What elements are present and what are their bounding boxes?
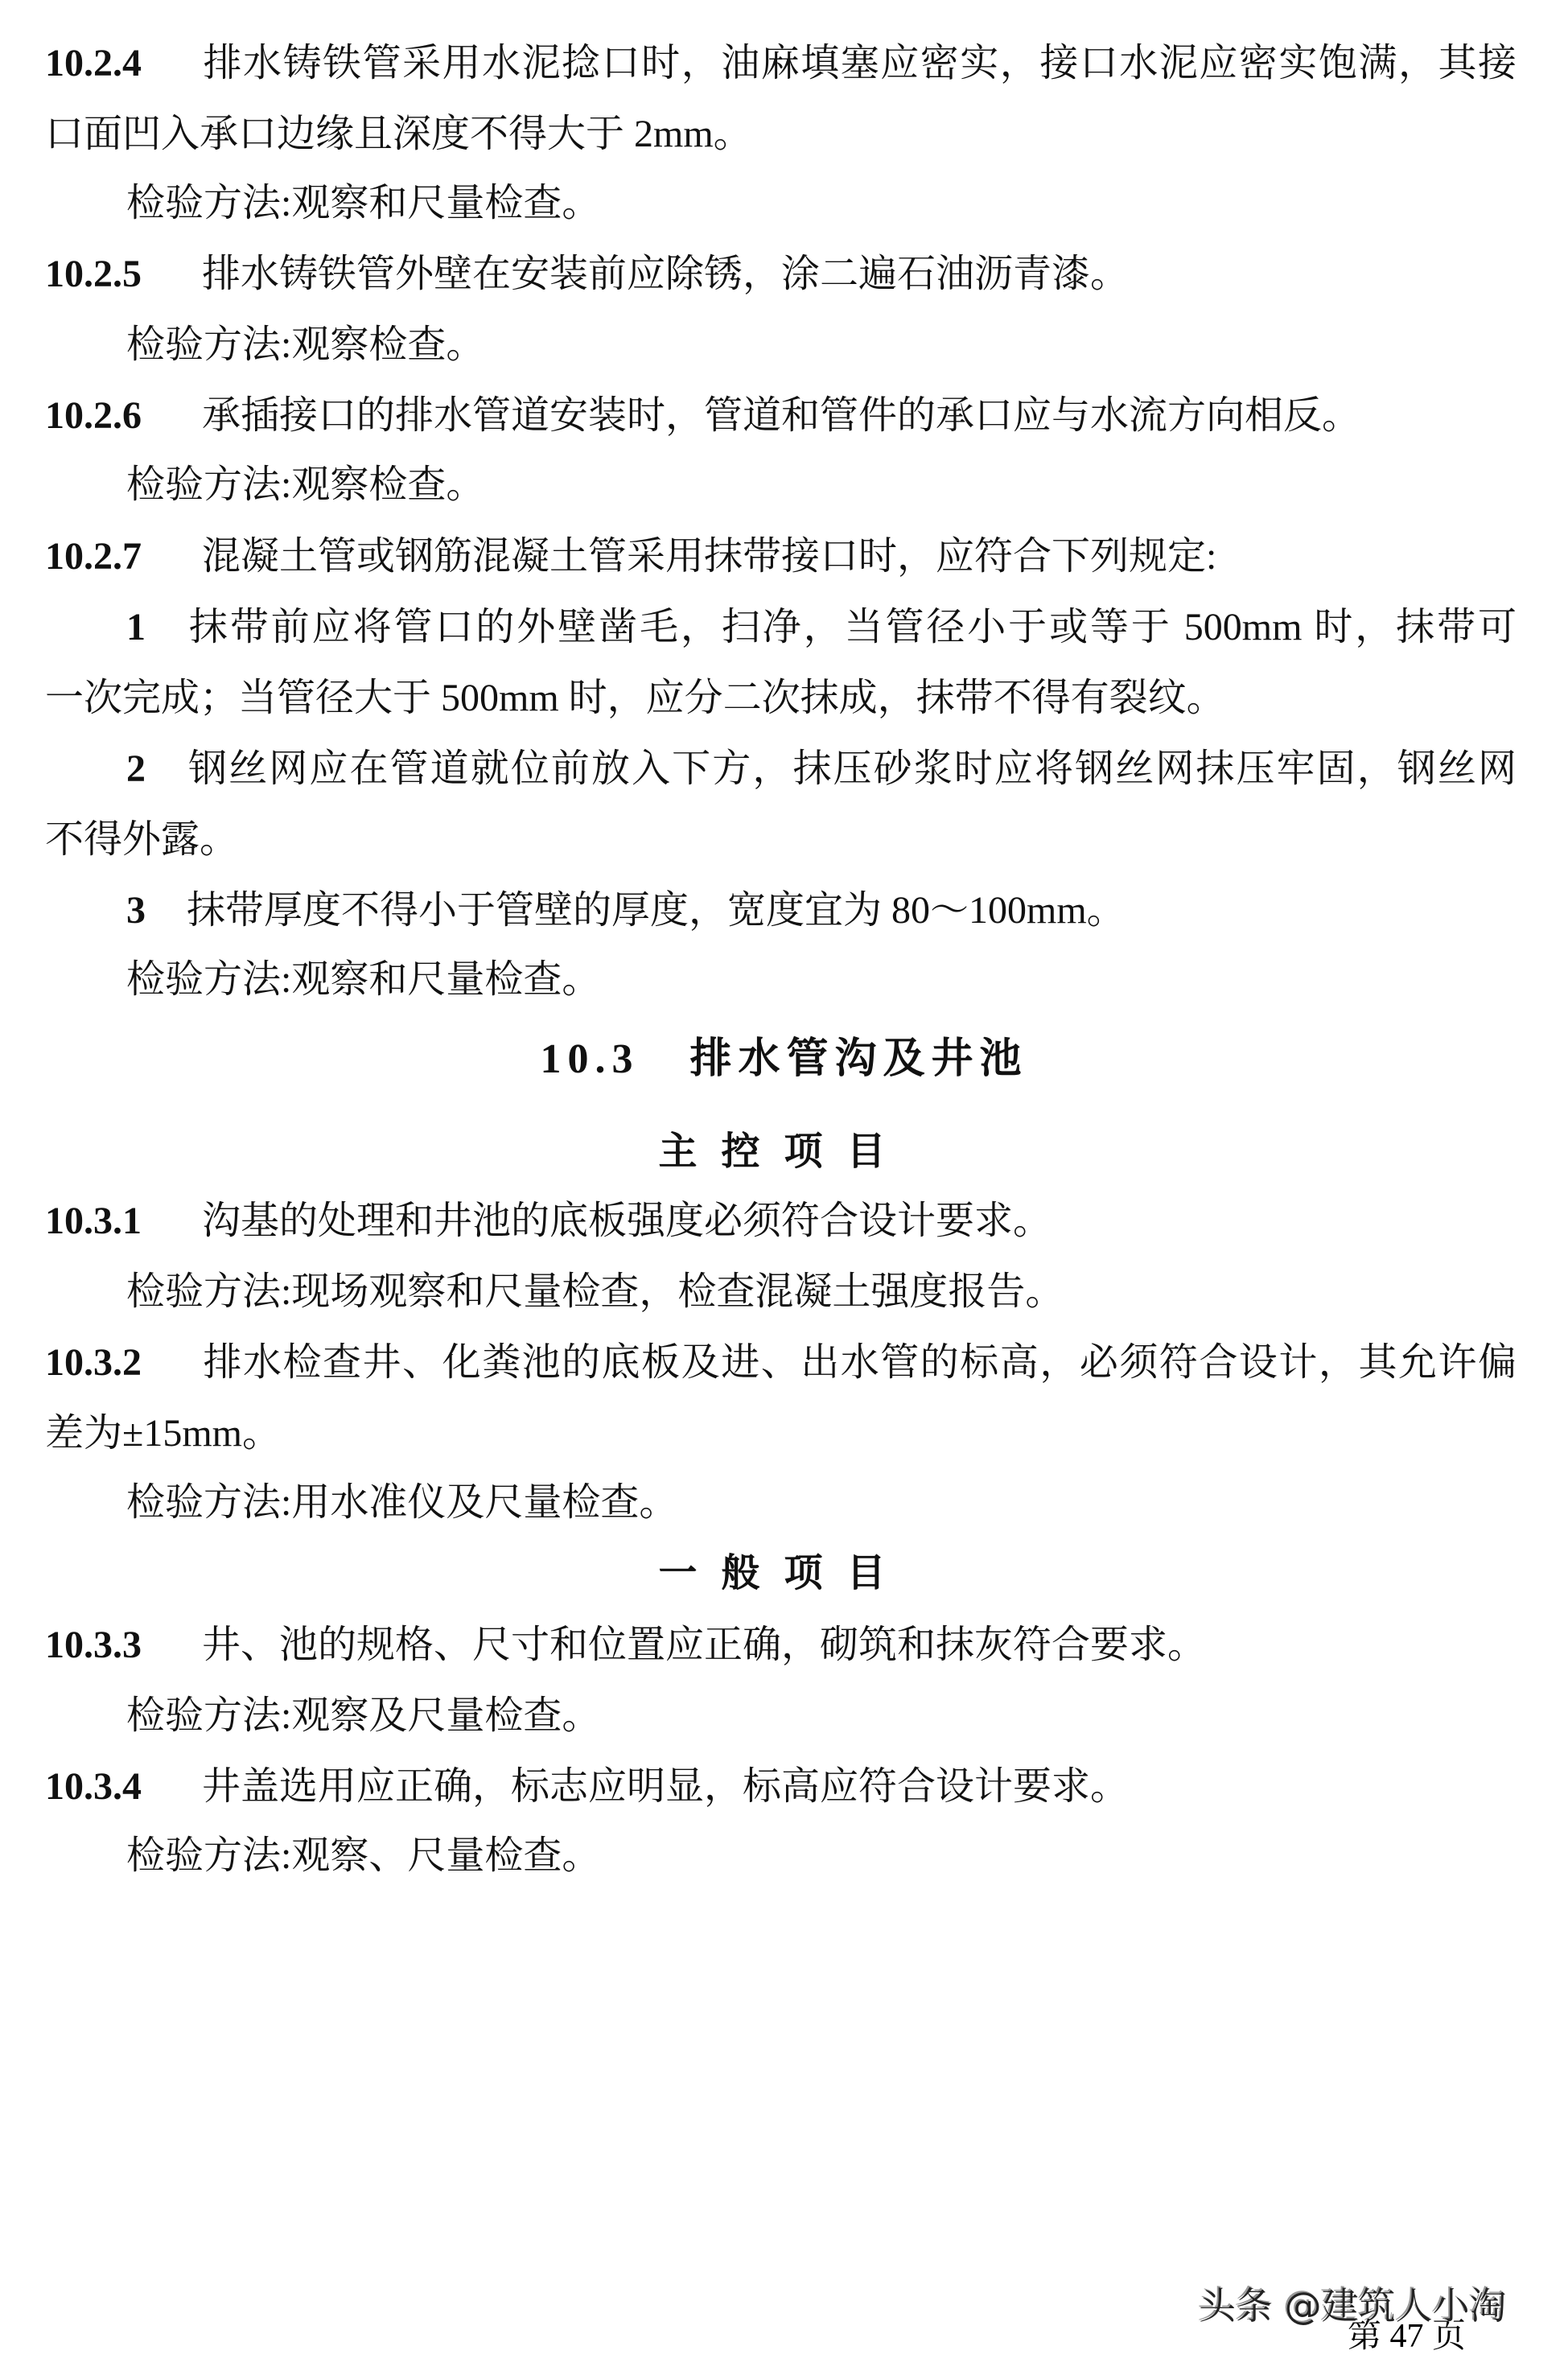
clause-10-2-7: 10.2.7 混凝土管或钢筋混凝土管采用抹带接口时，应符合下列规定: [45,535,1217,578]
inspection-method: 检验方法:观察检查。 [126,463,485,506]
inspection-method: 检验方法:观察检查。 [126,323,485,366]
inspection-method: 检验方法:用水准仪及尺量检查。 [126,1481,678,1524]
page-number: 第 47 页 [1348,2318,1467,2355]
inspection-method: 检验方法:观察和尺量检查。 [126,958,601,1001]
inspection-method: 检验方法:观察和尺量检查。 [126,182,601,224]
watermark: 头条 @建筑人小淘 [1199,2284,1507,2328]
clause-10-2-4: 10.2.4 排水铸铁管采用水泥捻口时，油麻填塞应密实，接口水泥应密实饱满，其接 [45,42,1517,84]
main-control-heading: 主控项目 [658,1130,910,1173]
clause-10-3-2: 10.3.2 排水检查井、化粪池的底板及进、出水管的标高，必须符合设计，其允许偏 [45,1341,1517,1384]
inspection-method: 检验方法:观察、尺量检查。 [126,1834,601,1877]
clause-10-3-3: 10.3.3 井、池的规格、尺寸和位置应正确，砌筑和抹灰符合要求。 [45,1624,1207,1666]
clause-text: 口面凹入承口边缘且深度不得大于 2mm。 [45,113,752,155]
section-heading: 10.3 排水管沟及井池 [540,1036,1028,1082]
inspection-method: 检验方法:现场观察和尺量检查，检查混凝土强度报告。 [126,1270,1064,1313]
clause-text: 差为±15mm。 [45,1412,282,1455]
subitem-2: 2 钢丝网应在管道就位前放入下方，抹压砂浆时应将钢丝网抹压牢固，钢丝网 [126,747,1517,790]
clause-10-2-6: 10.2.6 承插接口的排水管道安装时，管道和管件的承口应与水流方向相反。 [45,394,1361,437]
inspection-method: 检验方法:观察及尺量检查。 [126,1694,601,1737]
subitem-1: 1 抹带前应将管口的外壁凿毛，扫净，当管径小于或等于 500mm 时，抹带可 [126,606,1517,648]
general-items-heading: 一般项目 [658,1552,910,1595]
clause-10-2-5: 10.2.5 排水铸铁管外壁在安装前应除锈，涂二遍石油沥青漆。 [45,253,1130,295]
clause-10-3-1: 10.3.1 沟基的处理和井池的底板强度必须符合设计要求。 [45,1200,1052,1242]
subitem-text: 不得外露。 [45,818,239,861]
subitem-text: 一次完成；当管径大于 500mm 时，应分二次抹成，抹带不得有裂纹。 [45,677,1225,719]
subitem-3: 3 抹带厚度不得小于管壁的厚度，宽度宜为 80～100mm。 [126,889,1126,932]
clause-10-3-4: 10.3.4 井盖选用应正确，标志应明显，标高应符合设计要求。 [45,1765,1130,1808]
